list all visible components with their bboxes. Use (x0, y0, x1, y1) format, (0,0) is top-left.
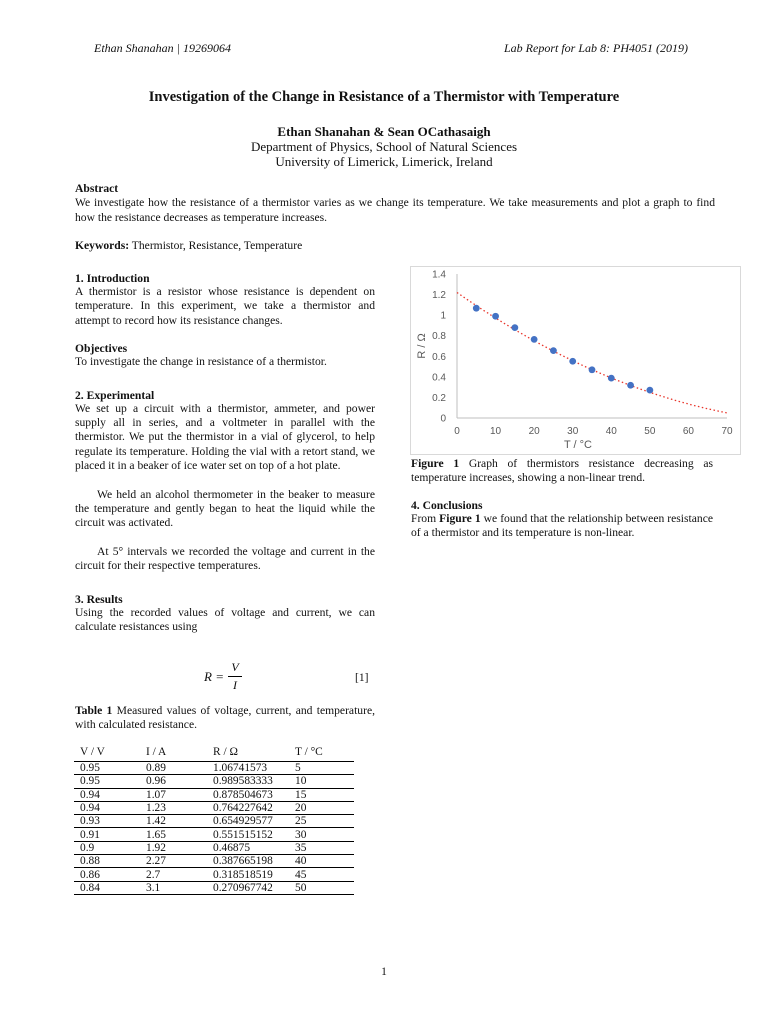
table-row (74, 868, 354, 881)
table-cell: 1.92 (140, 841, 207, 854)
table-cell: 0.95 (74, 775, 140, 788)
table-cell: 0.95 (74, 762, 140, 775)
data-point (550, 347, 557, 354)
table-caption-text: Measured values of voltage, current, and temperature, with calculated resistance. (75, 704, 375, 732)
equation-label: [1] (355, 671, 369, 684)
data-table-wrapper (74, 746, 354, 895)
y-tick-label: 0.8 (432, 331, 446, 343)
x-tick-label: 40 (605, 426, 617, 437)
left-column (75, 272, 375, 635)
table-cell: 0.94 (74, 801, 140, 814)
chart-svg (411, 267, 740, 454)
equation-lhs: R = (204, 669, 224, 684)
table-header-cell: I / A (140, 746, 207, 762)
conclusions-section (411, 499, 713, 541)
table-cell: 0.84 (74, 881, 140, 894)
paper-title: Investigation of the Change in Resistance of a Thermistor with Temperature (148, 89, 620, 105)
y-tick-label: 1.2 (432, 290, 446, 302)
table-cell: 2.27 (140, 855, 207, 868)
y-tick-label: 0.2 (432, 392, 446, 404)
table-cell: 50 (289, 881, 354, 894)
table-header-row (74, 746, 354, 762)
table-cell: 1.65 (140, 828, 207, 841)
table-cell: 0.46875 (207, 841, 289, 854)
data-point (511, 324, 518, 331)
keywords-text: Thermistor, Resistance, Temperature (129, 239, 303, 252)
table-row (74, 801, 354, 814)
y-tick-label: 0.6 (432, 351, 446, 363)
equation-denominator: I (233, 678, 237, 692)
table-cell: 0.93 (74, 815, 140, 828)
table-cell: 1.07 (140, 788, 207, 801)
table-row (74, 762, 354, 775)
table-cell: 40 (289, 855, 354, 868)
abstract-heading: Abstract (75, 182, 119, 195)
data-point (627, 382, 634, 389)
intro-heading: 1. Introduction (75, 272, 150, 285)
y-tick-label: 1 (440, 310, 446, 322)
equation-numerator: V (231, 660, 239, 674)
conclusions-post: we found that the relationship between resistance of a thermistor and its temperature is non-linear. (411, 512, 713, 540)
table-cell: 0.96 (140, 775, 207, 788)
conclusions-heading: 4. Conclusions (411, 499, 483, 512)
x-tick-label: 60 (682, 426, 694, 437)
trendline (457, 293, 727, 413)
page-number: 1 (381, 966, 387, 978)
figure-reference: Figure 1 (439, 512, 481, 525)
data-point (492, 313, 499, 320)
abstract-text: We investigate how the resistance of a thermistor varies as we change its temperature. We take measurements and plot a graph to find how the resistance decreases as temperature increases. (75, 196, 715, 224)
running-header-right: Lab Report for Lab 8: PH4051 (2019) (504, 41, 688, 55)
authors: Ethan Shanahan & Sean OCathasaigh (277, 124, 491, 139)
table-row (74, 775, 354, 788)
experimental-p3: At 5° intervals we recorded the voltage and current in the circuit for their respective temperatures. (75, 544, 375, 573)
table-cell: 0.94 (74, 788, 140, 801)
data-point (646, 387, 653, 394)
x-tick-label: 30 (567, 426, 579, 437)
data-point (608, 375, 615, 382)
table-header-cell: T / °C (289, 746, 354, 762)
running-header-left: Ethan Shanahan | 19269064 (94, 41, 231, 55)
x-tick-label: 0 (454, 426, 460, 437)
data-table (74, 746, 354, 895)
figure-caption-text: Graph of thermistors resistance decreasing as temperature increases, showing a non-linear trend. (411, 457, 713, 485)
table-row (74, 841, 354, 854)
figure-caption (411, 457, 713, 486)
table-cell: 0.551515152 (207, 828, 289, 841)
data-point (589, 366, 596, 373)
table-cell: 0.989583333 (207, 775, 289, 788)
table-cell: 0.764227642 (207, 801, 289, 814)
x-tick-label: 70 (721, 426, 733, 437)
table-cell: 15 (289, 788, 354, 801)
experimental-p1: We set up a circuit with a thermistor, ammeter, and power supply all in series, and a voltmeter in parallel with the thermistor. We put the thermistor in a vial of glycerol, to help regulate its temperature. Holding the vial with a retort stand, we placed it in a beaker of ice water set on top of a hot plate. (75, 401, 375, 473)
results-heading: 3. Results (75, 592, 123, 606)
data-point (473, 305, 480, 312)
table-cell: 5 (289, 762, 354, 775)
table-cell: 35 (289, 841, 354, 854)
table-header-cell: V / V (74, 746, 140, 762)
table-caption (75, 704, 375, 733)
affiliation-line-1: Department of Physics, School of Natural Sciences (250, 139, 518, 154)
table-cell: 45 (289, 868, 354, 881)
x-axis-label: T / °C (563, 439, 593, 451)
experimental-heading: 2. Experimental (75, 388, 155, 402)
table-cell: 0.270967742 (207, 881, 289, 894)
table-cell: 1.23 (140, 801, 207, 814)
table-cell: 10 (289, 775, 354, 788)
table-cell: 20 (289, 801, 354, 814)
objectives-heading: Objectives (75, 342, 128, 356)
table-row (74, 855, 354, 868)
table-row (74, 788, 354, 801)
keywords-label: Keywords: (75, 239, 130, 252)
results-text: Using the recorded values of voltage and current, we can calculate resistances using (75, 605, 375, 634)
table-cell: 0.86 (74, 868, 140, 881)
x-tick-label: 20 (528, 426, 540, 437)
experimental-p2: We held an alcohol thermometer in the beaker to measure the temperature and gently began to heat the liquid while the circuit was activated. (75, 487, 375, 530)
table-cell: 0.387665198 (207, 855, 289, 868)
x-tick-label: 50 (644, 426, 656, 437)
table-cell: 0.9 (74, 841, 140, 854)
table-caption-label: Table 1 (75, 704, 113, 717)
table-cell: 0.88 (74, 855, 140, 868)
figure-caption-label: Figure 1 (411, 457, 460, 470)
figure-1-chart (410, 266, 741, 455)
table-row (74, 881, 354, 894)
table-row (74, 828, 354, 841)
table-cell: 30 (289, 828, 354, 841)
table-cell: 3.1 (140, 881, 207, 894)
table-cell: 2.7 (140, 868, 207, 881)
table-cell: 1.42 (140, 815, 207, 828)
abstract-section (75, 182, 715, 225)
y-axis-label: R / Ω (416, 333, 428, 359)
conclusions-text (411, 512, 713, 541)
table-cell: 0.91 (74, 828, 140, 841)
equation (200, 660, 260, 694)
table-cell: 0.654929577 (207, 815, 289, 828)
table-cell: 0.878504673 (207, 788, 289, 801)
objectives-text: To investigate the change in resistance of a thermistor. (75, 355, 327, 369)
y-tick-label: 0 (440, 413, 446, 425)
table-cell: 25 (289, 815, 354, 828)
y-tick-label: 0.4 (432, 372, 446, 384)
intro-text: A thermistor is a resistor whose resistance is dependent on temperature. In this experiment, we take a thermistor and attempt to record how its resistance changes. (75, 285, 375, 327)
fraction-bar (228, 676, 242, 677)
data-point (531, 336, 538, 343)
table-row (74, 815, 354, 828)
data-point (569, 358, 576, 365)
table-cell: 0.318518519 (207, 868, 289, 881)
y-tick-label: 1.4 (432, 269, 446, 281)
conclusions-pre: From (411, 512, 440, 525)
table-cell: 0.89 (140, 762, 207, 775)
affiliation-line-2: University of Limerick, Limerick, Ireland (275, 154, 493, 169)
table-header-cell: R / Ω (207, 746, 289, 762)
table-cell: 1.06741573 (207, 762, 289, 775)
keywords (75, 239, 715, 253)
x-tick-label: 10 (490, 426, 502, 437)
